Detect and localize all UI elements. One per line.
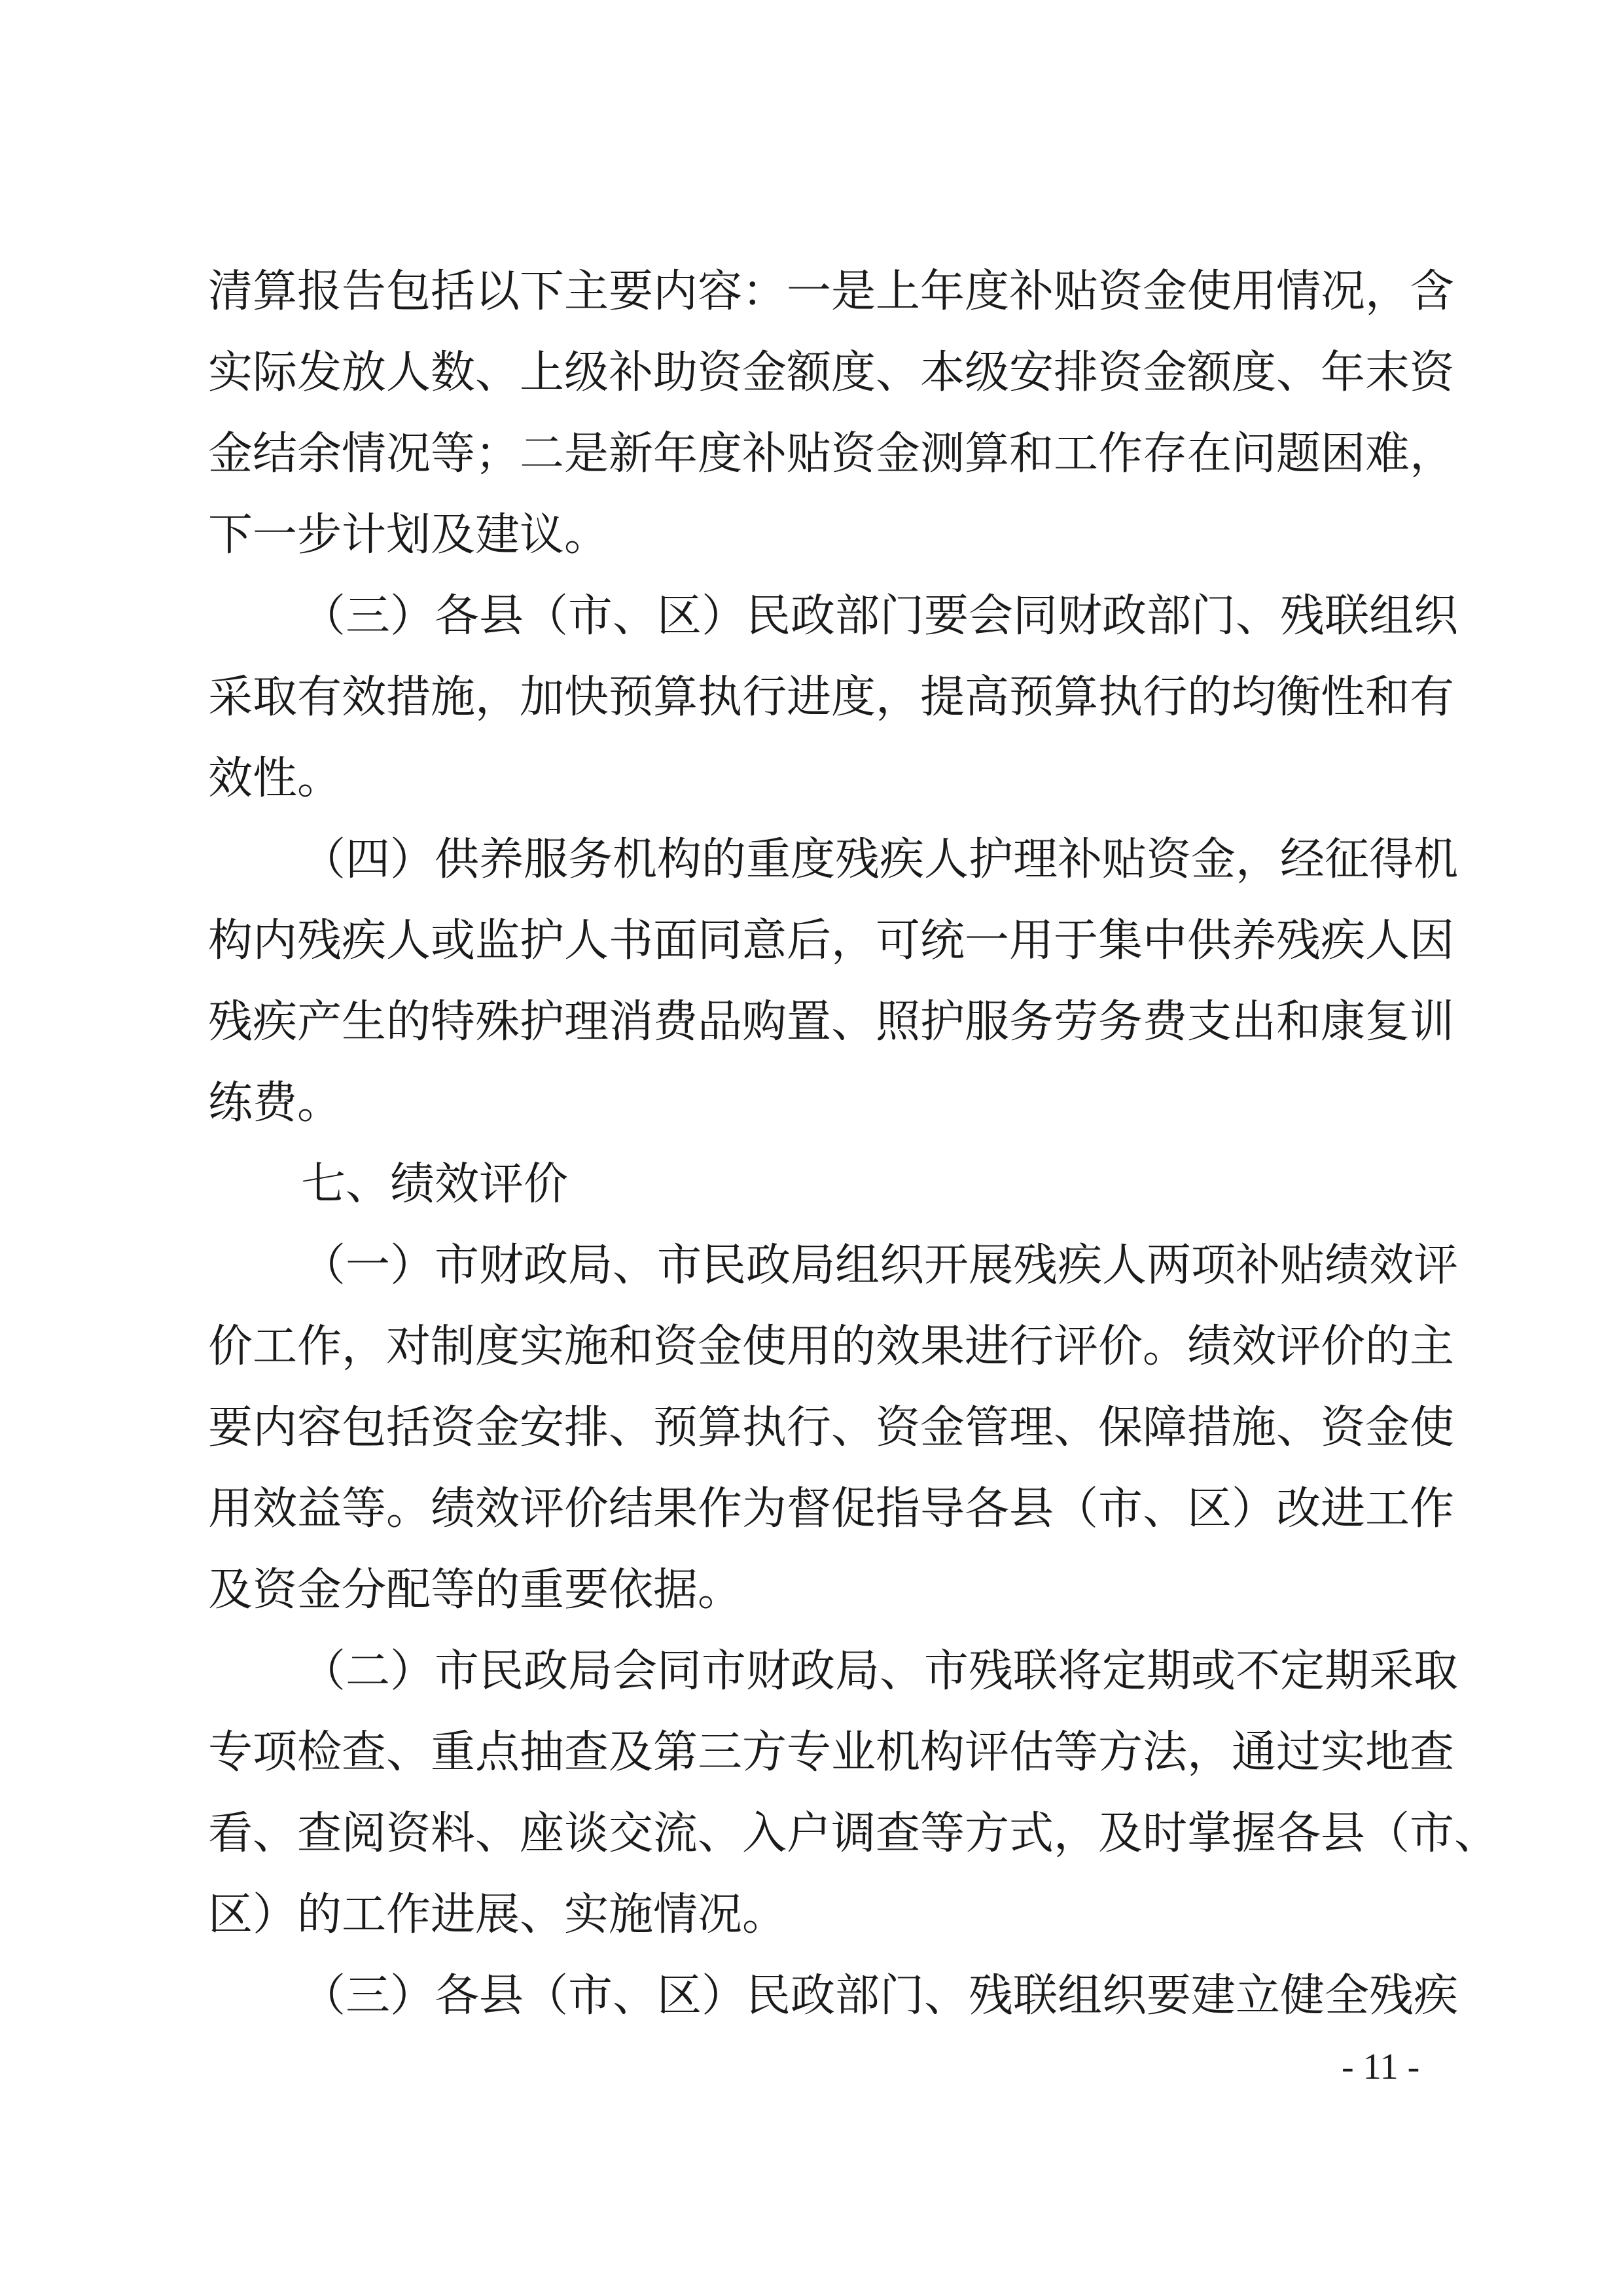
text-line: 要内容包括资金安排、预算执行、资金管理、保障措施、资金使 <box>208 1402 1455 1454</box>
text-line: 残疾产生的特殊护理消费品购置、照护服务劳务费支出和康复训 <box>208 996 1455 1048</box>
text-line: 价工作，对制度实施和资金使用的效果进行评价。绩效评价的主 <box>208 1321 1455 1372</box>
text-line: 用效益等。绩效评价结果作为督促指导各县（市、区）改进工作 <box>208 1483 1455 1535</box>
text-line: 采取有效措施，加快预算执行进度，提高预算执行的均衡性和有 <box>208 672 1455 723</box>
text-line: 专项检查、重点抽查及第三方专业机构评估等方法，通过实地查 <box>208 1727 1455 1778</box>
section-heading: 七、绩效评价 <box>301 1158 569 1210</box>
page-number: - 11 - <box>1342 2047 1420 2087</box>
text-line: 练费。 <box>208 1077 342 1129</box>
text-line: （二）市民政局会同市财政局、市残联将定期或不定期采取 <box>301 1645 1459 1697</box>
text-line: 下一步计划及建议。 <box>208 509 609 561</box>
text-line: 清算报告包括以下主要内容：一是上年度补贴资金使用情况，含 <box>208 266 1455 317</box>
text-line: （一）市财政局、市民政局组织开展残疾人两项补贴绩效评 <box>301 1240 1459 1291</box>
text-line: （三）各县（市、区）民政部门、残联组织要建立健全残疾 <box>301 1970 1459 2022</box>
text-line: 实际发放人数、上级补助资金额度、本级安排资金额度、年末资 <box>208 347 1455 399</box>
text-line: （四）供养服务机构的重度残疾人护理补贴资金，经征得机 <box>301 834 1459 886</box>
text-line: 看、查阅资料、座谈交流、入户调查等方式，及时掌握各县（市、 <box>208 1808 1499 1859</box>
text-line: 构内残疾人或监护人书面同意后，可统一用于集中供养残疾人因 <box>208 915 1455 967</box>
text-line: （三）各县（市、区）民政部门要会同财政部门、残联组织 <box>301 590 1459 642</box>
text-line: 及资金分配等的重要依据。 <box>208 1564 743 1616</box>
text-line: 金结余情况等；二是新年度补贴资金测算和工作存在问题困难， <box>208 428 1455 480</box>
text-line: 效性。 <box>208 753 342 804</box>
text-line: 区）的工作进展、实施情况。 <box>208 1889 787 1941</box>
